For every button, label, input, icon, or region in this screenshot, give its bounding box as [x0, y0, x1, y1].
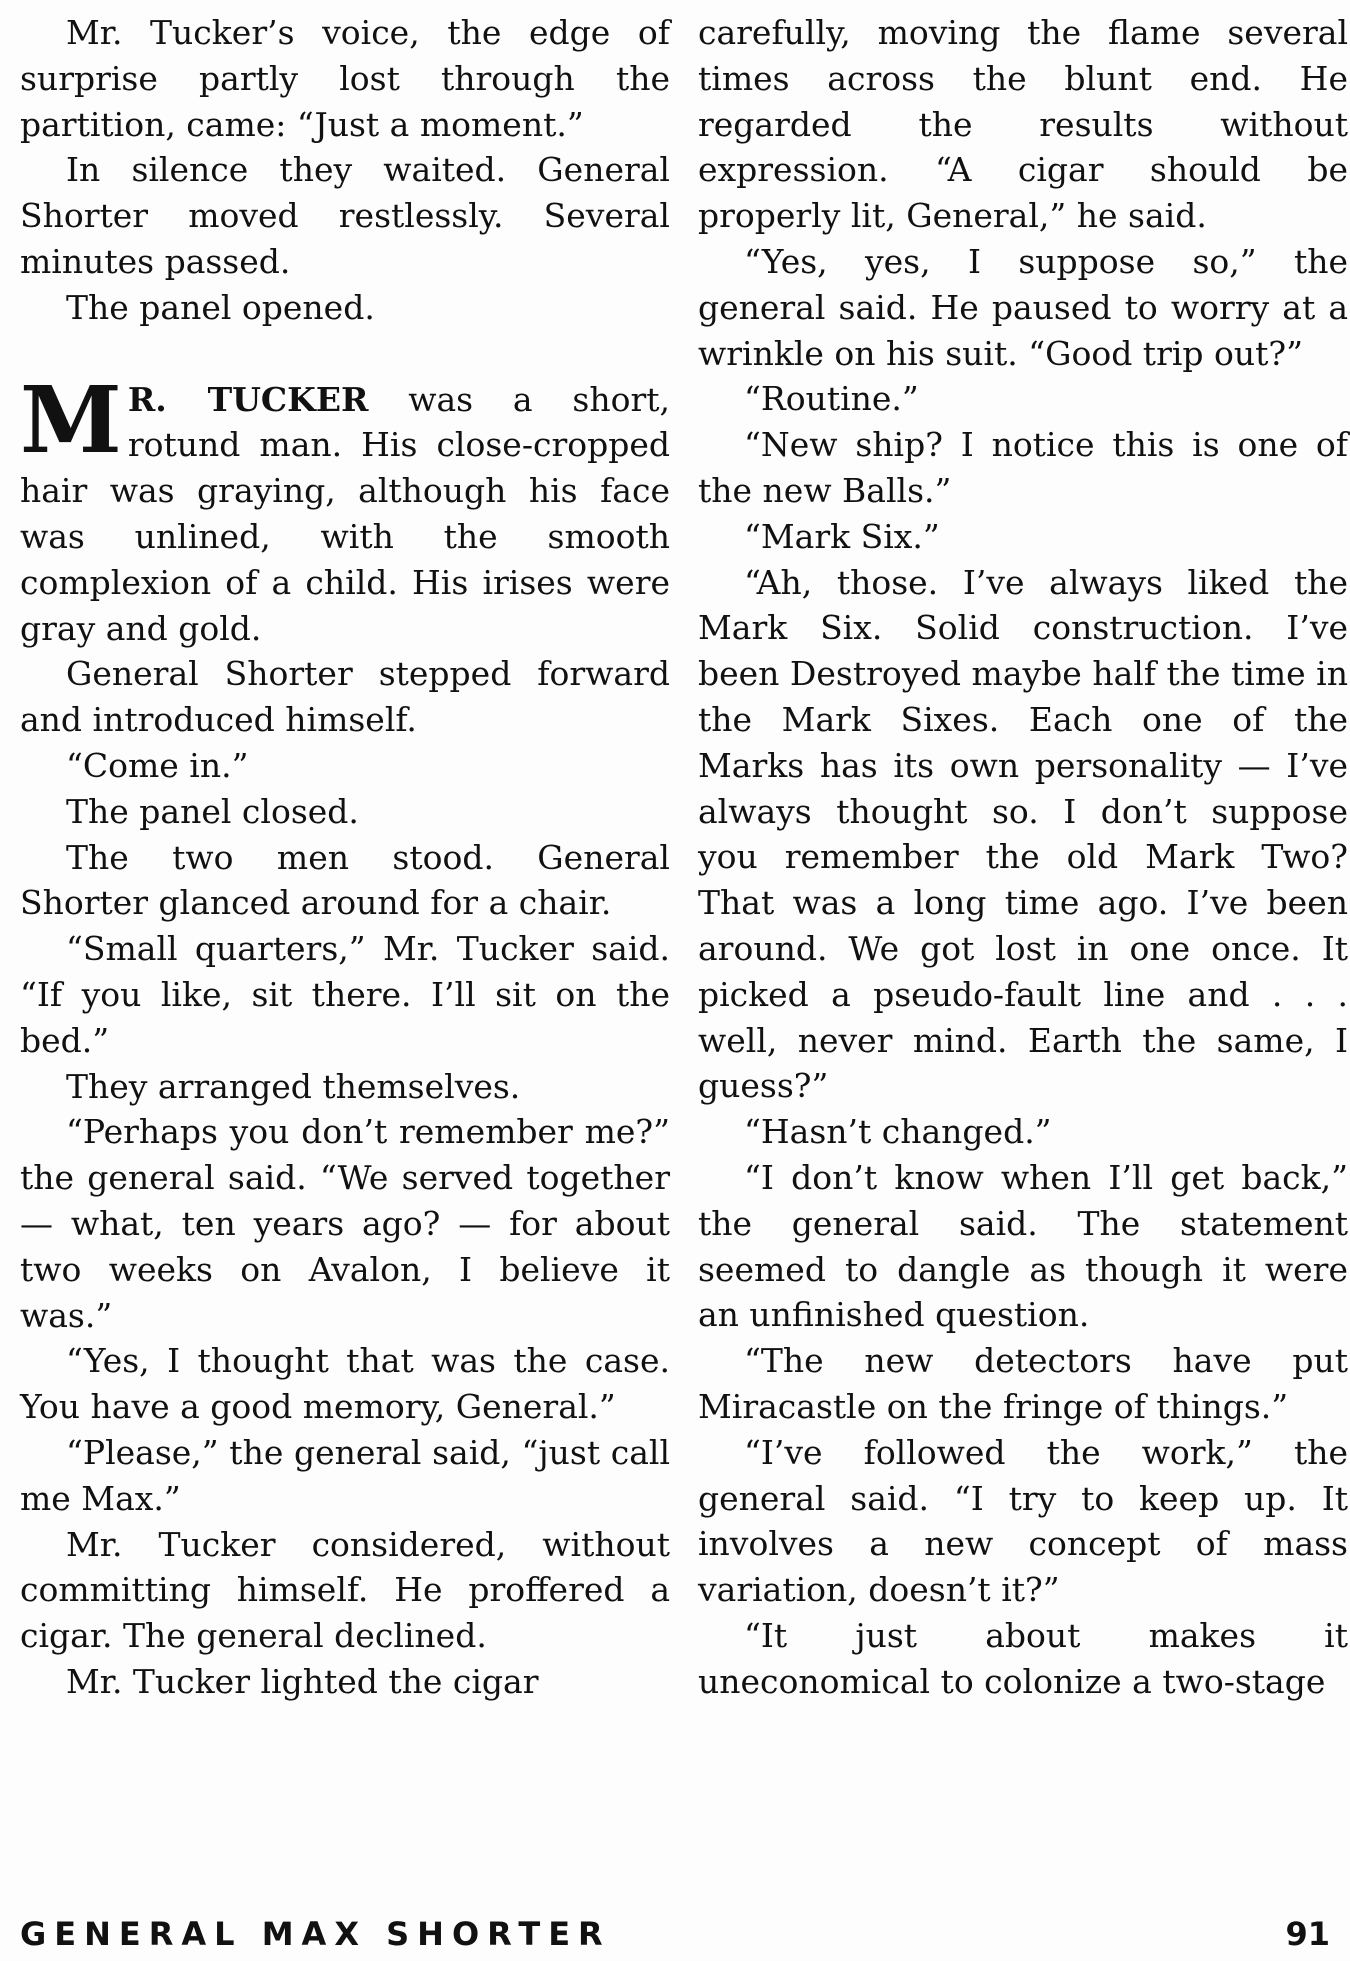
paragraph: The two men stood. General Shorter glanced around for a chair. [20, 837, 670, 923]
paragraph: “Routine.” [744, 379, 919, 419]
paragraph: The panel opened. [66, 287, 375, 327]
paragraph: “Yes, I thought that was the case. You have a good memory, General.” [20, 1341, 670, 1427]
page-number: 91 [1285, 1915, 1330, 1953]
paragraph: “I’ve followed the work,” the general said. “I try to keep up. It involves a new concept of mass variation, doesn’t it?” [698, 1432, 1348, 1610]
paragraph: General Shorter stepped forward and introduced himself. [20, 654, 670, 740]
paragraph: “The new detectors have put Miracastle on the fringe of things.” [698, 1341, 1348, 1426]
right-column [698, 10, 1348, 1704]
running-head: GENERAL MAX SHORTER [20, 1915, 611, 1953]
paragraph: Mr. Tucker considered, without committing himself. He proffered a cigar. The general declined. [20, 1524, 670, 1656]
page-footer [20, 1915, 1330, 1955]
paragraph: “Hasn’t changed.” [744, 1112, 1052, 1152]
paragraph: “I don’t know when I’ll get back,” the general said. The statement seemed to dangle as though it were an unfinished question. [698, 1157, 1348, 1335]
paragraph: “Ah, those. I’ve always liked the Mark Six. Solid construction. I’ve been Destroyed maybe half the time in the Mark Sixes. Each one of the Marks has its own personality — I’ve always thought so. I don’t suppose you remember the old Mark Two? That was a long time ago. I’ve been around. We got lost in one once. It picked a pseudo-fault line and . . . well, never mind. Earth the same, I guess?” [698, 562, 1348, 1106]
left-column [20, 10, 670, 1705]
paragraph: “It just about makes it uneconomical to colonize a two-stage [698, 1615, 1348, 1701]
paragraph: The panel closed. [66, 791, 359, 831]
drop-cap: M [20, 365, 122, 474]
small-caps-lead: R. TUCKER [127, 379, 369, 419]
paragraph: “Please,” the general said, “just call me Max.” [20, 1432, 670, 1518]
paragraph-text: was a short, rotund man. His close-cropped hair was graying, although his face was unlined, with the smooth complexion of a child. His irises were gray and gold. [20, 379, 670, 648]
section-opening-paragraph [20, 365, 670, 652]
paragraph: “Small quarters,” Mr. Tucker said. “If you like, sit there. I’ll sit on the bed.” [20, 929, 670, 1060]
paragraph: “Come in.” [66, 745, 249, 785]
paragraph-continued: carefully, moving the flame several times across the blunt end. He regarded the results without expression. “A cigar should be properly lit, General,” he said. [698, 13, 1348, 236]
paragraph: “New ship? I notice this is one of the new Balls.” [698, 425, 1348, 510]
paragraph: Mr. Tucker lighted the cigar [66, 1661, 539, 1701]
paragraph: In silence they waited. General Shorter moved restlessly. Several minutes passed. [20, 150, 670, 281]
paragraph: They arranged themselves. [66, 1066, 521, 1106]
paragraph: “Yes, yes, I suppose so,” the general said. He paused to worry at a wrinkle on his suit. “Good trip out?” [698, 241, 1348, 373]
paragraph: Mr. Tucker’s voice, the edge of surprise partly lost through the partition, came: “Just a moment.” [20, 13, 670, 144]
paragraph: “Perhaps you don’t remember me?” the general said. “We served together — what, ten years ago? — for about two weeks on Avalon, I believe it was.” [20, 1112, 670, 1335]
paragraph: “Mark Six.” [744, 516, 940, 556]
